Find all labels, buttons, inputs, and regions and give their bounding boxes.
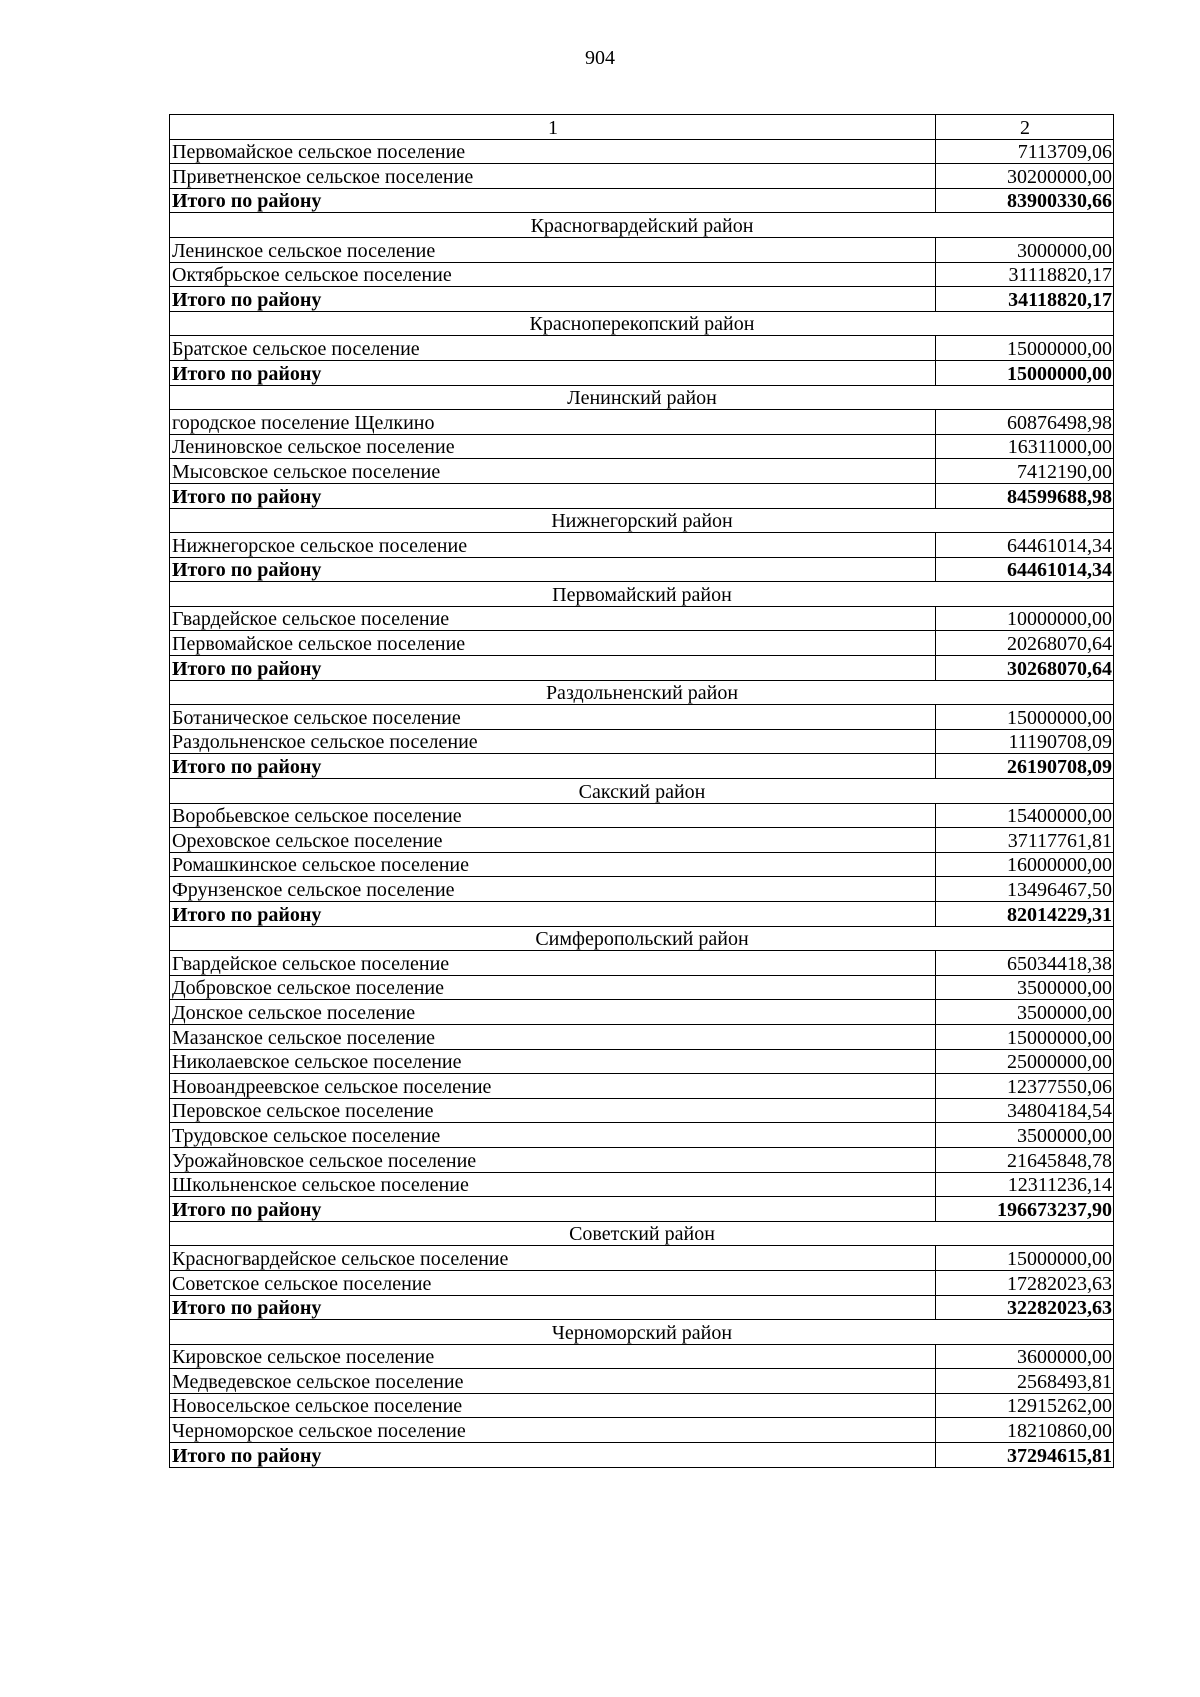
settlement-name: Трудовское сельское поселение <box>170 1123 936 1148</box>
settlement-amount: 12311236,14 <box>936 1172 1114 1197</box>
district-name: Раздольненский район <box>170 680 1114 705</box>
district-total-row <box>170 287 1114 312</box>
settlement-name: Кировское сельское поселение <box>170 1344 936 1369</box>
settlement-name: Лениновское сельское поселение <box>170 434 936 459</box>
district-header-row <box>170 582 1114 607</box>
district-total-row <box>170 656 1114 681</box>
settlement-amount: 10000000,00 <box>936 606 1114 631</box>
settlement-row <box>170 631 1114 656</box>
settlement-name: Новоандреевское сельское поселение <box>170 1074 936 1099</box>
total-amount: 83900330,66 <box>936 188 1114 213</box>
settlement-amount: 3600000,00 <box>936 1344 1114 1369</box>
total-label: Итого по району <box>170 360 936 385</box>
settlement-row <box>170 1147 1114 1172</box>
settlement-amount: 31118820,17 <box>936 262 1114 287</box>
district-header-row <box>170 508 1114 533</box>
settlement-name: Добровское сельское поселение <box>170 975 936 1000</box>
settlement-name: Братское сельское поселение <box>170 336 936 361</box>
district-header-row <box>170 1221 1114 1246</box>
settlement-row <box>170 828 1114 853</box>
settlement-row <box>170 410 1114 435</box>
settlement-name: Нижнегорское сельское поселение <box>170 533 936 558</box>
settlement-row <box>170 139 1114 164</box>
total-label: Итого по району <box>170 557 936 582</box>
settlement-amount: 3500000,00 <box>936 1123 1114 1148</box>
settlement-name: Раздольненское сельское поселение <box>170 729 936 754</box>
total-amount: 32282023,63 <box>936 1295 1114 1320</box>
district-header-row <box>170 680 1114 705</box>
settlement-amount: 25000000,00 <box>936 1049 1114 1074</box>
district-name: Черноморский район <box>170 1320 1114 1345</box>
settlement-name: Первомайское сельское поселение <box>170 139 936 164</box>
settlement-name: Школьненское сельское поселение <box>170 1172 936 1197</box>
district-total-row <box>170 902 1114 927</box>
page-number: 904 <box>585 47 615 69</box>
settlement-amount: 37117761,81 <box>936 828 1114 853</box>
settlement-row <box>170 1270 1114 1295</box>
settlement-name: Ромашкинское сельское поселение <box>170 852 936 877</box>
settlement-row <box>170 1074 1114 1099</box>
settlement-amount: 12377550,06 <box>936 1074 1114 1099</box>
settlement-amount: 2568493,81 <box>936 1369 1114 1394</box>
settlement-name: Медведевское сельское поселение <box>170 1369 936 1394</box>
settlement-row <box>170 705 1114 730</box>
district-total-row <box>170 188 1114 213</box>
settlement-amount: 3500000,00 <box>936 975 1114 1000</box>
settlement-row <box>170 1049 1114 1074</box>
settlement-name: Воробьевское сельское поселение <box>170 803 936 828</box>
settlement-amount: 60876498,98 <box>936 410 1114 435</box>
settlement-amount: 15000000,00 <box>936 705 1114 730</box>
settlement-row <box>170 1344 1114 1369</box>
settlement-name: Черноморское сельское поселение <box>170 1418 936 1443</box>
settlement-amount: 18210860,00 <box>936 1418 1114 1443</box>
settlement-amount: 13496467,50 <box>936 877 1114 902</box>
district-header-row <box>170 213 1114 238</box>
settlement-name: Гвардейское сельское поселение <box>170 951 936 976</box>
total-amount: 64461014,34 <box>936 557 1114 582</box>
settlement-name: городское поселение Щелкино <box>170 410 936 435</box>
column-number-2: 2 <box>936 115 1114 140</box>
settlement-name: Мазанское сельское поселение <box>170 1024 936 1049</box>
settlement-amount: 20268070,64 <box>936 631 1114 656</box>
settlement-row <box>170 1246 1114 1271</box>
settlement-name: Советское сельское поселение <box>170 1270 936 1295</box>
district-total-row <box>170 360 1114 385</box>
total-amount: 30268070,64 <box>936 656 1114 681</box>
settlement-row <box>170 336 1114 361</box>
total-amount: 37294615,81 <box>936 1443 1114 1468</box>
district-name: Советский район <box>170 1221 1114 1246</box>
district-name: Нижнегорский район <box>170 508 1114 533</box>
settlement-amount: 7113709,06 <box>936 139 1114 164</box>
district-header-row <box>170 779 1114 804</box>
settlement-name: Мысовское сельское поселение <box>170 459 936 484</box>
district-total-row <box>170 1443 1114 1468</box>
settlement-amount: 3500000,00 <box>936 1000 1114 1025</box>
settlement-amount: 15400000,00 <box>936 803 1114 828</box>
settlement-row <box>170 803 1114 828</box>
settlement-row <box>170 533 1114 558</box>
settlement-amount: 21645848,78 <box>936 1147 1114 1172</box>
settlement-row <box>170 1024 1114 1049</box>
total-label: Итого по району <box>170 188 936 213</box>
settlement-name: Перовское сельское поселение <box>170 1098 936 1123</box>
total-label: Итого по району <box>170 902 936 927</box>
settlement-name: Николаевское сельское поселение <box>170 1049 936 1074</box>
total-label: Итого по району <box>170 656 936 681</box>
settlement-row <box>170 951 1114 976</box>
district-name: Первомайский район <box>170 582 1114 607</box>
settlement-amount: 65034418,38 <box>936 951 1114 976</box>
settlement-amount: 15000000,00 <box>936 1024 1114 1049</box>
settlement-name: Красногвардейское сельское поселение <box>170 1246 936 1271</box>
settlement-row <box>170 434 1114 459</box>
total-label: Итого по району <box>170 1443 936 1468</box>
settlement-name: Ореховское сельское поселение <box>170 828 936 853</box>
settlement-row <box>170 1172 1114 1197</box>
settlement-name: Ботаническое сельское поселение <box>170 705 936 730</box>
settlement-amount: 16311000,00 <box>936 434 1114 459</box>
settlement-row <box>170 852 1114 877</box>
settlement-row <box>170 262 1114 287</box>
total-label: Итого по району <box>170 1197 936 1222</box>
settlement-row <box>170 975 1114 1000</box>
settlement-row <box>170 1000 1114 1025</box>
district-total-row <box>170 1295 1114 1320</box>
settlement-name: Фрунзенское сельское поселение <box>170 877 936 902</box>
district-header-row <box>170 1320 1114 1345</box>
district-header-row <box>170 385 1114 410</box>
settlement-name: Ленинское сельское поселение <box>170 237 936 262</box>
settlement-amount: 30200000,00 <box>936 164 1114 189</box>
table-body <box>170 115 1114 1468</box>
column-number-1: 1 <box>170 115 936 140</box>
district-header-row <box>170 311 1114 336</box>
total-amount: 26190708,09 <box>936 754 1114 779</box>
settlement-row <box>170 459 1114 484</box>
table-header-row <box>170 115 1114 140</box>
district-name: Сакский район <box>170 779 1114 804</box>
settlement-row <box>170 1369 1114 1394</box>
total-amount: 34118820,17 <box>936 287 1114 312</box>
district-total-row <box>170 1197 1114 1222</box>
total-label: Итого по району <box>170 483 936 508</box>
total-label: Итого по району <box>170 1295 936 1320</box>
settlement-row <box>170 1393 1114 1418</box>
settlement-name: Первомайское сельское поселение <box>170 631 936 656</box>
settlement-amount: 34804184,54 <box>936 1098 1114 1123</box>
settlement-amount: 7412190,00 <box>936 459 1114 484</box>
settlement-name: Гвардейское сельское поселение <box>170 606 936 631</box>
settlement-amount: 16000000,00 <box>936 852 1114 877</box>
settlement-row <box>170 1123 1114 1148</box>
settlement-name: Донское сельское поселение <box>170 1000 936 1025</box>
district-total-row <box>170 557 1114 582</box>
budget-table <box>169 114 1114 1468</box>
total-amount: 196673237,90 <box>936 1197 1114 1222</box>
settlement-row <box>170 729 1114 754</box>
total-label: Итого по району <box>170 287 936 312</box>
total-amount: 82014229,31 <box>936 902 1114 927</box>
settlement-name: Октябрьское сельское поселение <box>170 262 936 287</box>
settlement-row <box>170 877 1114 902</box>
total-amount: 15000000,00 <box>936 360 1114 385</box>
district-total-row <box>170 754 1114 779</box>
settlement-amount: 17282023,63 <box>936 1270 1114 1295</box>
district-name: Ленинский район <box>170 385 1114 410</box>
settlement-name: Урожайновское сельское поселение <box>170 1147 936 1172</box>
settlement-amount: 12915262,00 <box>936 1393 1114 1418</box>
settlement-row <box>170 237 1114 262</box>
district-name: Симферопольский район <box>170 926 1114 951</box>
settlement-row <box>170 1098 1114 1123</box>
settlement-amount: 3000000,00 <box>936 237 1114 262</box>
total-amount: 84599688,98 <box>936 483 1114 508</box>
settlement-amount: 11190708,09 <box>936 729 1114 754</box>
district-name: Красногвардейский район <box>170 213 1114 238</box>
settlement-amount: 15000000,00 <box>936 336 1114 361</box>
district-header-row <box>170 926 1114 951</box>
total-label: Итого по району <box>170 754 936 779</box>
settlement-name: Новосельское сельское поселение <box>170 1393 936 1418</box>
district-total-row <box>170 483 1114 508</box>
settlement-amount: 64461014,34 <box>936 533 1114 558</box>
settlement-row <box>170 606 1114 631</box>
settlement-row <box>170 1418 1114 1443</box>
settlement-row <box>170 164 1114 189</box>
settlement-name: Приветненское сельское поселение <box>170 164 936 189</box>
district-name: Красноперекопский район <box>170 311 1114 336</box>
settlement-amount: 15000000,00 <box>936 1246 1114 1271</box>
